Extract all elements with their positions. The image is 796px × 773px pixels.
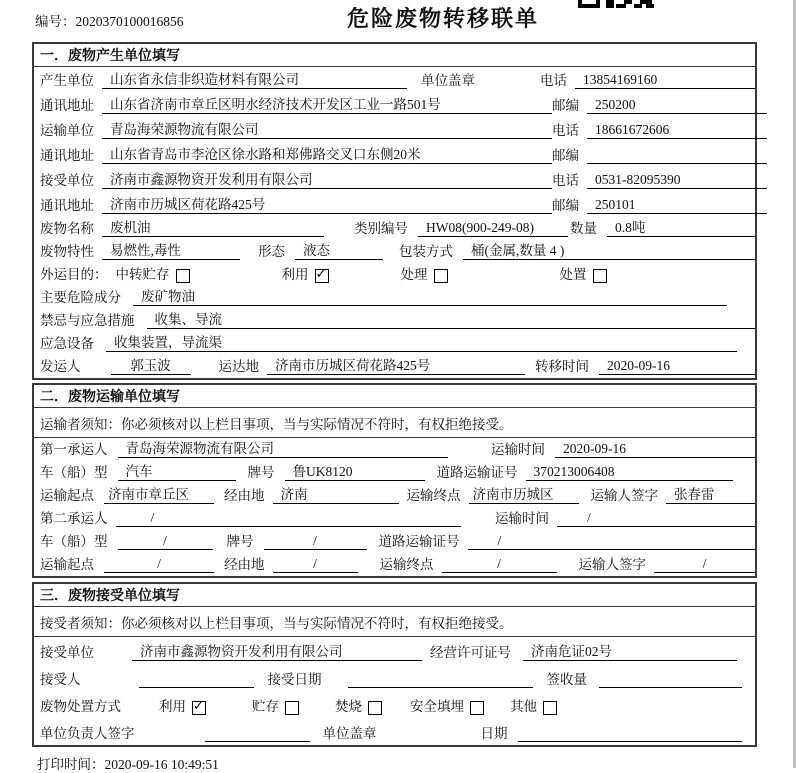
- row-producer-unit: [34, 67, 755, 92]
- transporter-notice: 运输者须知：你必须核对以上栏目事项，当与实际情况不符时，有权拒绝接受。: [34, 408, 755, 438]
- row-receiver-unit: [34, 167, 755, 192]
- main-hazard-value: 废矿物油: [133, 285, 727, 306]
- producer-address-value: 山东省济南市章丘区明水经济技术开发区工业一路501号: [102, 93, 552, 114]
- row-accept-person: [34, 664, 755, 691]
- checkbox-storage: [285, 701, 299, 715]
- option-storage-label: 贮存: [252, 699, 279, 714]
- accept-person-label: 接受人: [40, 672, 81, 687]
- route-end-value-2: /: [442, 556, 557, 573]
- option-incinerate-label: 焚烧: [335, 699, 362, 714]
- carrier-signature-label: 运输人签字: [590, 488, 658, 503]
- route-start-value: 济南市章丘区: [104, 483, 214, 504]
- disposal-method-label: 废物处置方式: [40, 699, 121, 714]
- signed-quantity-value: [599, 671, 742, 688]
- option-landfill-label: 安全填埋: [410, 699, 464, 714]
- route-end-value: 济南市历城区: [469, 483, 579, 504]
- receiver-unit-value: 济南市鑫源物资开发利用有限公司: [102, 168, 552, 189]
- plate-value: 鲁UK8120: [285, 460, 425, 481]
- zip-label: 邮编: [552, 198, 579, 213]
- license-value: 济南危证02号: [523, 640, 737, 661]
- responsible-signature-value: [205, 725, 310, 742]
- row-first-carrier: [34, 438, 755, 461]
- route-start-label: 运输起点: [40, 488, 94, 503]
- row-waste-character: [34, 240, 755, 263]
- unit-seal-label: 单位盖章: [421, 73, 475, 88]
- road-permit-label: 道路运输证号: [378, 534, 460, 549]
- row-transfer-purpose: [34, 263, 755, 286]
- second-carrier-label: 第二承运人: [40, 511, 108, 526]
- form-state-label: 形态: [258, 244, 285, 259]
- route-start-value-2: /: [104, 556, 214, 573]
- form-state-value: 液态: [295, 239, 383, 260]
- address-label: 通讯地址: [40, 148, 94, 163]
- checkbox-utilize: [192, 701, 206, 715]
- vehicle-type-label: 车（船）型: [40, 534, 108, 549]
- carrier-signature-label: 运输人签字: [578, 557, 646, 572]
- phone-label: 电话: [540, 73, 567, 88]
- checkbox-treat: [434, 269, 448, 283]
- emergency-equipment-label: 应急设备: [40, 336, 94, 351]
- route-end-label: 运输终点: [406, 488, 461, 503]
- transport-address-value: 山东省青岛市李沧区徐水路和郑佛路交叉口东侧20米: [102, 143, 552, 164]
- signed-quantity-label: 签收量: [546, 672, 587, 687]
- transport-time-value-2: /: [557, 510, 755, 527]
- quantity-label: 数量: [570, 221, 597, 236]
- transport-zip-value: [587, 147, 767, 164]
- category-code-value: HW08(900-249-08): [418, 220, 568, 237]
- row-producer-address: [34, 92, 755, 117]
- route-via-value-2: /: [273, 556, 358, 573]
- consignor-value: 郭玉波: [111, 354, 191, 375]
- row-waste-name: [34, 217, 755, 240]
- checkbox-utilize: [315, 269, 329, 283]
- transport-unit-label: 运输单位: [40, 123, 94, 138]
- emergency-measures-label: 禁忌与应急措施: [40, 313, 135, 328]
- accept-unit-value: 济南市鑫源物资开发利用有限公司: [132, 640, 422, 661]
- receiver-address-value: 济南市历城区荷花路425号: [102, 193, 552, 214]
- vehicle-type-label: 车（船）型: [40, 465, 108, 480]
- row-vehicle-2: [34, 530, 755, 553]
- consignor-label: 发运人: [40, 359, 81, 374]
- plate-value-2: /: [264, 533, 367, 550]
- carrier-signature-value-2: /: [654, 556, 755, 573]
- transfer-time-value: 2020-09-16: [599, 358, 755, 375]
- phone-label: 电话: [552, 123, 579, 138]
- transport-time-value: 2020-09-16: [555, 441, 755, 458]
- first-carrier-value: 青岛海荣源物流有限公司: [118, 437, 448, 458]
- producer-zip-value: 250200: [587, 97, 767, 114]
- row-receiver-address: [34, 192, 755, 217]
- transfer-purpose-label: 外运目的：: [40, 267, 108, 282]
- main-hazard-label: 主要危险成分: [40, 290, 121, 305]
- producer-phone-value: 13854169160: [575, 72, 755, 89]
- packing-label: 包装方式: [399, 244, 453, 259]
- road-permit-label: 道路运输证号: [436, 465, 518, 480]
- section-generator: [32, 42, 757, 380]
- quantity-value: 0.8吨: [607, 216, 755, 237]
- serial-number: [35, 10, 184, 30]
- address-label: 通讯地址: [40, 98, 94, 113]
- row-emergency-measures: [34, 309, 755, 332]
- route-via-label: 经由地: [224, 557, 265, 572]
- route-start-label: 运输起点: [40, 557, 94, 572]
- row-vehicle-1: [34, 461, 755, 484]
- zip-label: 邮编: [552, 148, 579, 163]
- row-main-hazard: [34, 286, 755, 309]
- document-header: [0, 0, 796, 42]
- road-permit-value-2: /: [468, 533, 756, 550]
- page-title: 危险废物转移联单: [346, 6, 540, 31]
- row-consignor: [34, 355, 755, 378]
- option-utilize-label: 利用: [159, 699, 186, 714]
- section-receiver: [32, 582, 757, 747]
- producer-unit-value: 山东省永信非织造材料有限公司: [102, 68, 407, 89]
- section2-header: 二．废物运输单位填写: [34, 385, 755, 408]
- row-disposal-method: [34, 691, 755, 718]
- accept-person-value: [139, 671, 254, 688]
- packing-value: 桶(金属,数量 4 ): [463, 239, 755, 260]
- route-via-value: 济南: [273, 483, 399, 504]
- address-label: 通讯地址: [40, 198, 94, 213]
- responsible-signature-label: 单位负责人签字: [40, 726, 135, 741]
- serial-label: 编号：: [35, 14, 76, 29]
- transport-time-label: 运输时间: [495, 511, 549, 526]
- print-time-value: 2020-09-16 10:49:51: [104, 757, 219, 772]
- print-time-label: 打印时间：: [37, 757, 105, 772]
- category-code-label: 类别编号: [354, 221, 408, 236]
- checkbox-transfer-storage: [176, 269, 190, 283]
- receiver-notice: 接受者须知：你必须核对以上栏目事项，当与实际情况不符时，有权拒绝接受。: [34, 607, 755, 637]
- option-transfer-storage-label: 中转贮存: [115, 267, 170, 282]
- carrier-signature-value: 张春雷: [666, 483, 755, 504]
- accept-date-value: [348, 671, 533, 688]
- option-utilize-label: 利用: [281, 267, 309, 282]
- option-dispose-label: 处置: [559, 267, 587, 282]
- checkbox-other: [543, 701, 557, 715]
- transport-unit-value: 青岛海荣源物流有限公司: [102, 118, 552, 139]
- second-carrier-value: /: [116, 510, 461, 527]
- plate-label: 牌号: [226, 534, 254, 549]
- qr-code-fragment: [578, 0, 654, 8]
- receiver-unit-label: 接受单位: [40, 173, 94, 188]
- accept-date-label: 接受日期: [267, 672, 322, 687]
- transport-time-label: 运输时间: [491, 442, 545, 457]
- row-route-2: [34, 553, 755, 576]
- date-label: 日期: [480, 726, 508, 741]
- checkbox-dispose: [593, 269, 607, 283]
- row-route-1: [34, 484, 755, 507]
- first-carrier-label: 第一承运人: [40, 442, 108, 457]
- checkbox-incinerate: [368, 701, 382, 715]
- row-accept-unit: [34, 637, 755, 664]
- vehicle-type-value-2: /: [118, 533, 213, 550]
- accept-unit-label: 接受单位: [40, 645, 94, 660]
- option-treat-label: 处理: [400, 267, 428, 282]
- row-responsible-signature: [34, 718, 755, 745]
- row-emergency-equipment: [34, 332, 755, 355]
- emergency-measures-value: 收集、导流: [147, 308, 756, 329]
- print-time: [37, 753, 796, 773]
- serial-value: 2020370100016856: [75, 14, 184, 29]
- row-second-carrier: [34, 507, 755, 530]
- receiver-zip-value: 250101: [587, 197, 767, 214]
- waste-name-value: 废机油: [102, 216, 324, 237]
- waste-character-value: 易燃性,毒性: [102, 239, 240, 260]
- transport-phone-value: 18661672606: [587, 122, 767, 139]
- route-end-label: 运输终点: [379, 557, 434, 572]
- plate-label: 牌号: [247, 465, 275, 480]
- destination-label: 运达地: [218, 359, 259, 374]
- checkbox-landfill: [470, 701, 484, 715]
- receiver-phone-value: 0531-82095390: [587, 172, 767, 189]
- producer-unit-label: 产生单位: [40, 73, 94, 88]
- vehicle-type-value: 汽车: [118, 460, 236, 481]
- phone-label: 电话: [552, 173, 579, 188]
- zip-label: 邮编: [552, 98, 579, 113]
- row-transport-unit: [34, 117, 755, 142]
- emergency-equipment-value: 收集装置，导流渠: [106, 331, 737, 352]
- section3-header: 三．废物接受单位填写: [34, 584, 755, 607]
- row-transport-address: [34, 142, 755, 167]
- waste-name-label: 废物名称: [40, 221, 94, 236]
- destination-value: 济南市历城区荷花路425号: [267, 354, 525, 375]
- license-label: 经营许可证号: [430, 645, 511, 660]
- section1-header: 一．废物产生单位填写: [34, 44, 755, 67]
- route-via-label: 经由地: [224, 488, 265, 503]
- waste-character-label: 废物特性: [40, 244, 94, 259]
- unit-seal-label: 单位盖章: [322, 726, 377, 741]
- road-permit-value: 370213006408: [526, 464, 734, 481]
- transfer-time-label: 转移时间: [535, 359, 589, 374]
- date-value: [518, 725, 743, 742]
- section-transporter: [32, 383, 757, 578]
- option-other-label: 其他: [510, 699, 537, 714]
